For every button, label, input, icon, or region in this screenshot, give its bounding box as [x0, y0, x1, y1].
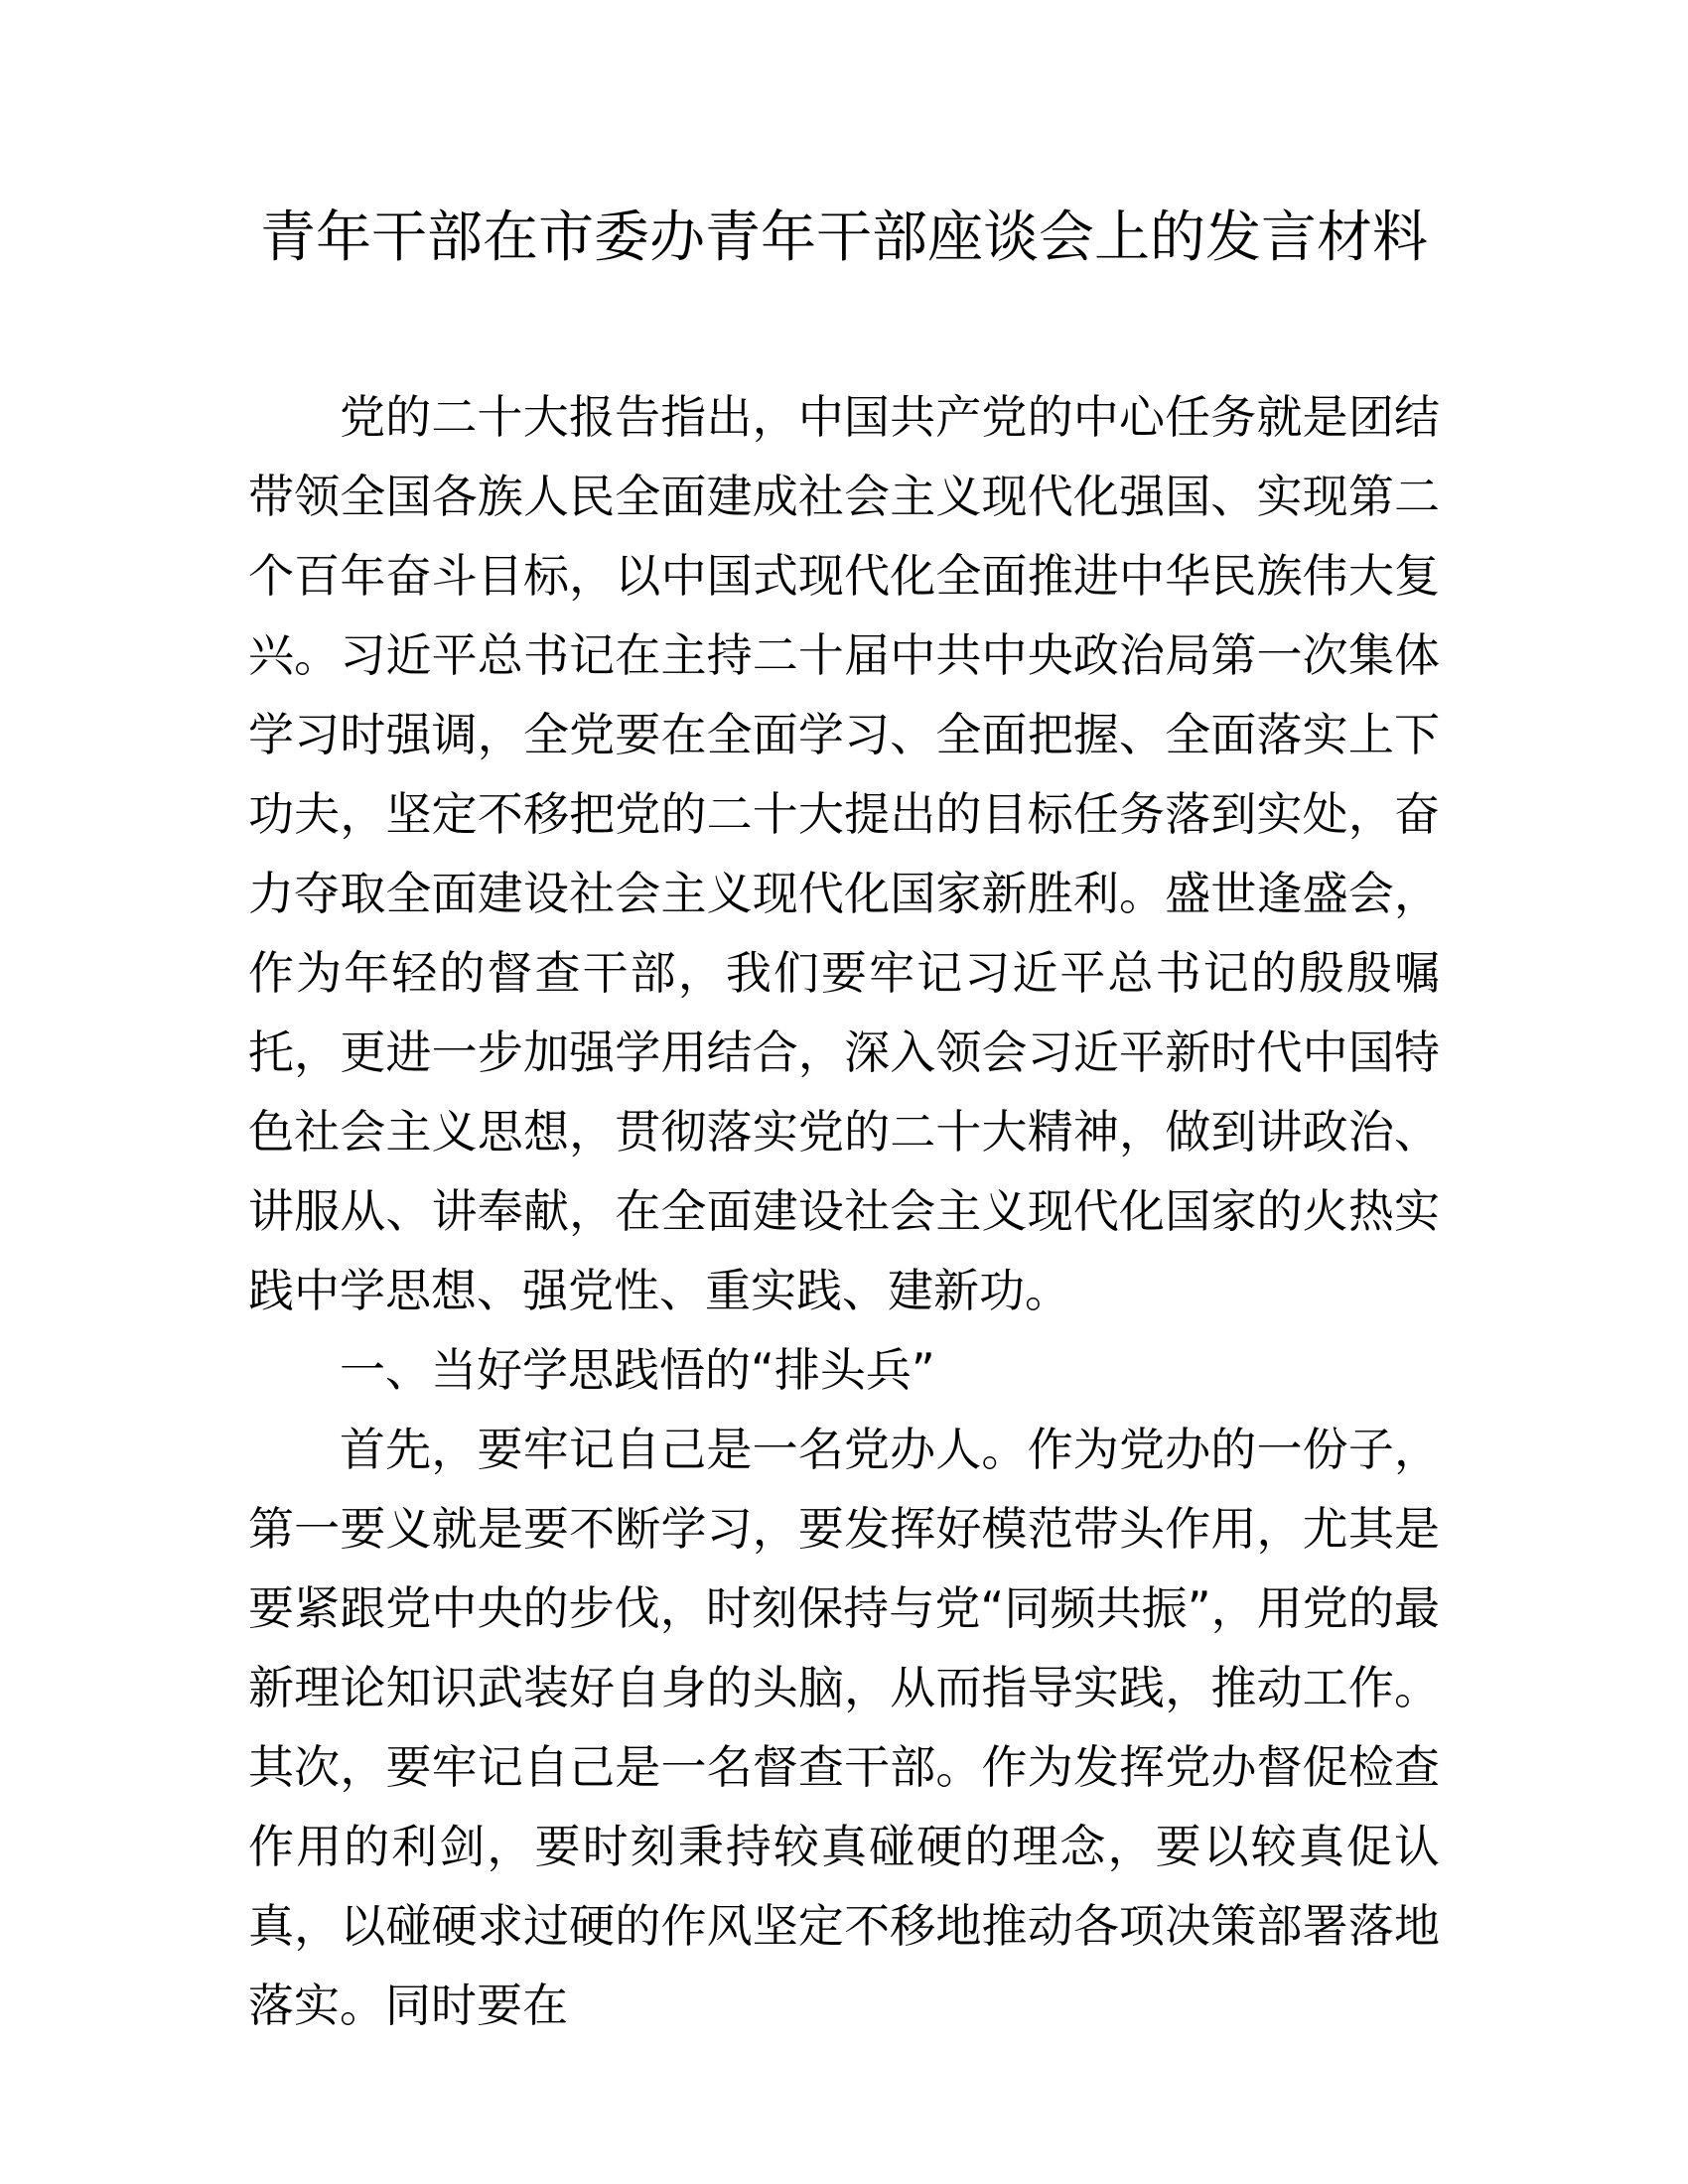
intro-paragraph: 党的二十大报告指出，中国共产党的中心任务就是团结带领全国各族人民全面建成社会主义现代化强国、实现第二个百年奋斗目标，以中国式现代化全面推进中华民族伟大复兴。习近平总书记在主持二十届中共中央政治局第一次集体学习时强调，全党要在全面学习、全面把握、全面落实上下功夫，坚定不移把党的二十大提出的目标任务落到实处，奋力夺取全面建设社会主义现代化国家新胜利。盛世逢盛会，作为年轻的督查干部，我们要牢记习近平总书记的殷殷嘱托，更进一步加强学用结合，深入领会习近平新时代中国特色社会主义思想，贯彻落实党的二十大精神，做到讲政治、讲服从、讲奉献，在全面建设社会主义现代化国家的火热实践中学思想、强党性、重实践、建新功。 — [248, 390, 1440, 1317]
document-body — [248, 377, 1440, 2045]
section-1-paragraph: 首先，要牢记自己是一名党办人。作为党办的一份子，第一要义就是要不断学习，要发挥好模范带头作用，尤其是要紧跟党中央的步伐，时刻保持与党“同频共振”，用党的最新理论知识武装好自身的头脑，从而指导实践，推动工作。其次，要牢记自己是一名督查干部。作为发挥党办督促检查作用的利剑，要时刻秉持较真碰硬的理念，要以较真促认真，以碰硬求过硬的作风坚定不移地推动各项决策部署落地落实。同时要在 — [248, 1423, 1440, 2032]
section-heading-1: 一、当好学思践悟的“排头兵” — [340, 1343, 935, 1397]
document-title: 青年干部在市委办青年干部座谈会上的发言材料 — [260, 205, 1428, 270]
